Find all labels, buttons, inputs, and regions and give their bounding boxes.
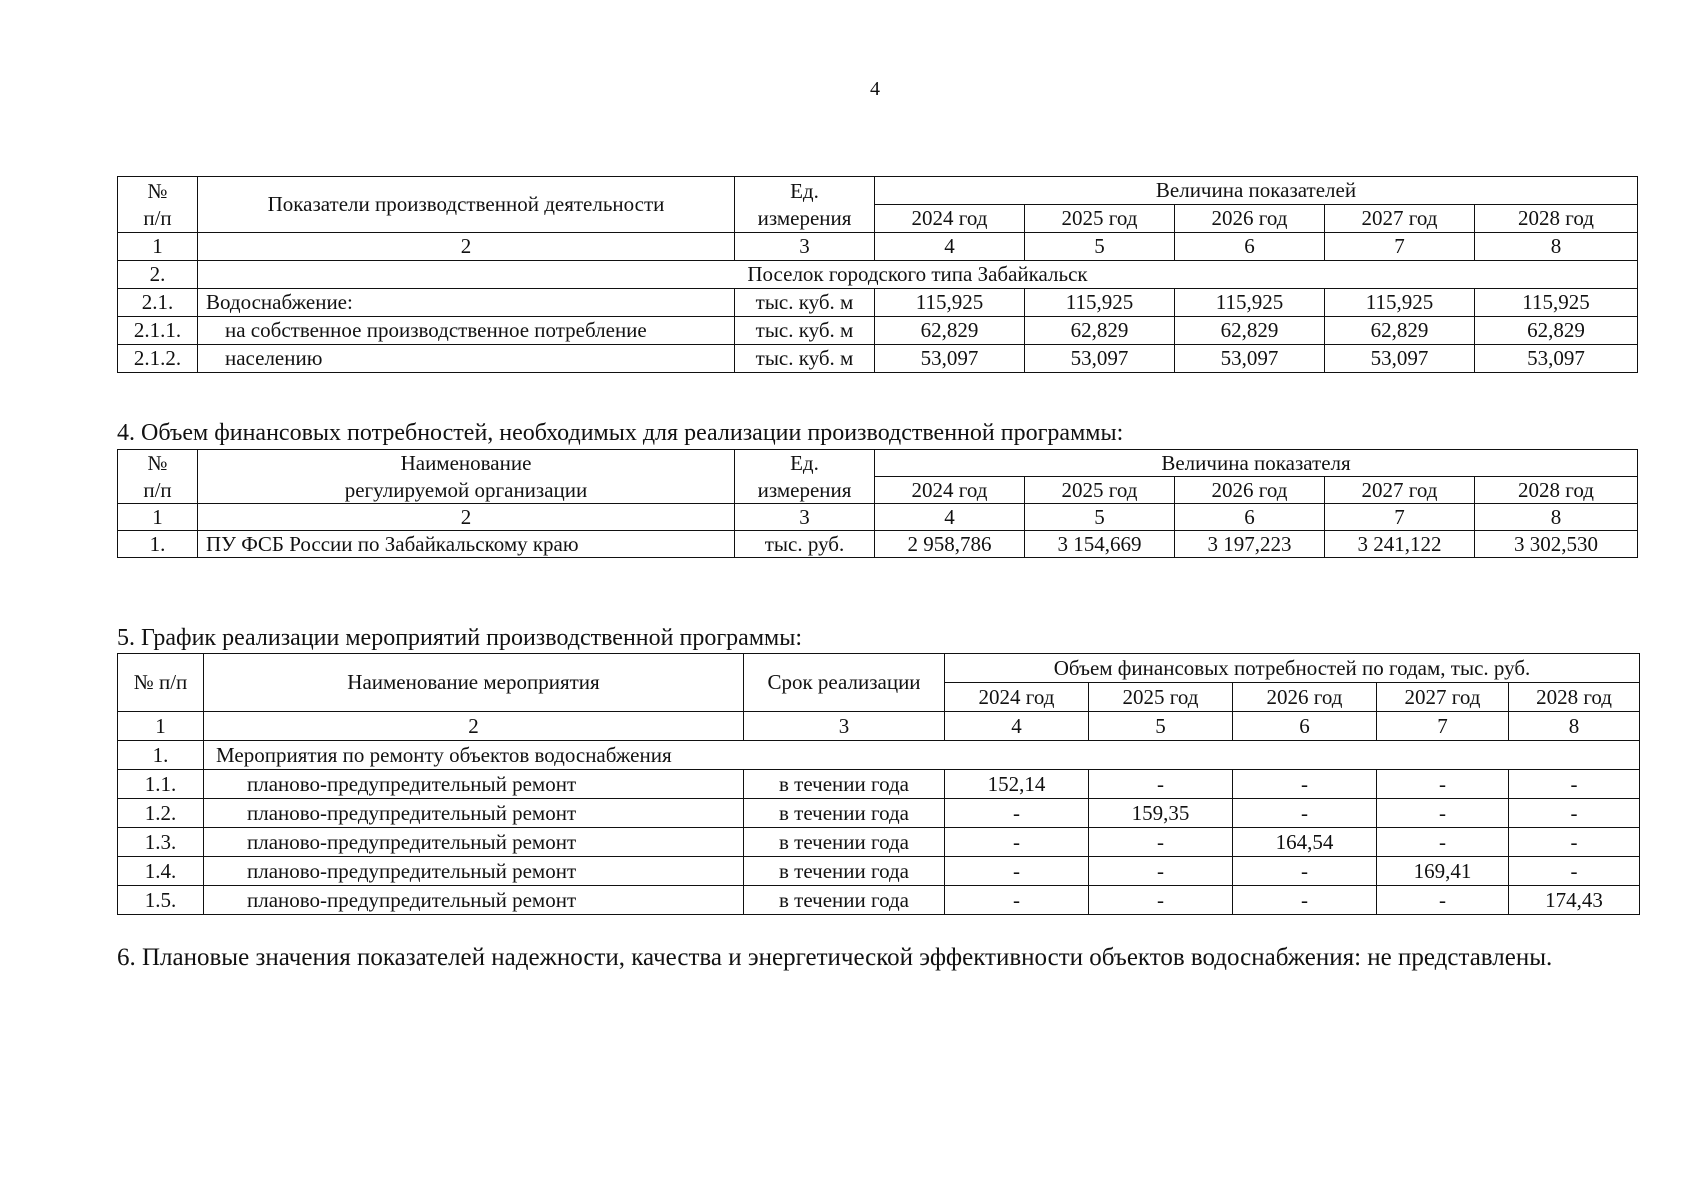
- column-number: 3: [744, 712, 945, 741]
- column-number: 6: [1233, 712, 1377, 741]
- column-number: 5: [1089, 712, 1233, 741]
- row-value: -: [1233, 770, 1377, 799]
- table-row: [118, 828, 1640, 857]
- row-value: 53,097: [1325, 345, 1475, 373]
- column-number-row: [118, 504, 1638, 531]
- row-value: 53,097: [875, 345, 1025, 373]
- column-number: 8: [1475, 504, 1638, 531]
- header-indicator: Показатели производственной деятельности: [198, 177, 735, 233]
- section-row: [118, 741, 1640, 770]
- header-values-group: Величина показателей: [875, 177, 1638, 205]
- row-num: 1.4.: [118, 857, 204, 886]
- column-number: 4: [945, 712, 1089, 741]
- row-value: 169,41: [1377, 857, 1509, 886]
- row-activity: планово-предупредительный ремонт: [204, 857, 744, 886]
- column-number: 7: [1377, 712, 1509, 741]
- column-number: 1: [118, 233, 198, 261]
- header-year: 2027 год: [1325, 477, 1475, 504]
- row-value: 53,097: [1175, 345, 1325, 373]
- header-year: 2028 год: [1475, 477, 1638, 504]
- row-value: 159,35: [1089, 799, 1233, 828]
- row-value: 62,829: [1175, 317, 1325, 345]
- row-unit: тыс. куб. м: [735, 289, 875, 317]
- row-value: 3 241,122: [1325, 531, 1475, 558]
- row-value: -: [945, 799, 1089, 828]
- header-num: № п/п: [118, 654, 204, 712]
- row-indicator: Водоснабжение:: [198, 289, 735, 317]
- table-row: [118, 289, 1638, 317]
- table-row: [118, 317, 1638, 345]
- row-value: -: [1233, 857, 1377, 886]
- column-number: 1: [118, 504, 198, 531]
- financial-needs-table: [117, 449, 1638, 558]
- header-year: 2024 год: [875, 477, 1025, 504]
- column-number: 7: [1325, 504, 1475, 531]
- section-5-heading: 5. График реализации мероприятий производственной программы:: [117, 625, 802, 651]
- row-value: 3 197,223: [1175, 531, 1325, 558]
- section-num: 2.: [118, 261, 198, 289]
- row-value: 62,829: [1025, 317, 1175, 345]
- header-values-group: Объем финансовых потребностей по годам, тыс. руб.: [945, 654, 1640, 683]
- header-year: 2024 год: [945, 683, 1089, 712]
- row-unit: тыс. куб. м: [735, 345, 875, 373]
- row-value: 115,925: [1025, 289, 1175, 317]
- row-value: -: [1509, 770, 1640, 799]
- row-term: в течении года: [744, 857, 945, 886]
- table-row: [118, 886, 1640, 915]
- row-num: 1.: [118, 531, 198, 558]
- table-row: [118, 345, 1638, 373]
- column-number: 2: [198, 504, 735, 531]
- column-number-row: [118, 233, 1638, 261]
- production-indicators-table: [117, 176, 1638, 373]
- row-num: 1.3.: [118, 828, 204, 857]
- row-unit: тыс. руб.: [735, 531, 875, 558]
- row-value: 62,829: [875, 317, 1025, 345]
- row-value: -: [1089, 770, 1233, 799]
- header-year: 2026 год: [1233, 683, 1377, 712]
- row-value: -: [945, 857, 1089, 886]
- section-label: Поселок городского типа Забайкальск: [198, 261, 1638, 289]
- row-value: -: [1509, 799, 1640, 828]
- row-value: 3 154,669: [1025, 531, 1175, 558]
- page-number: 4: [870, 78, 880, 100]
- row-value: -: [1089, 886, 1233, 915]
- column-number: 6: [1175, 233, 1325, 261]
- row-num: 2.1.: [118, 289, 198, 317]
- row-value: -: [945, 828, 1089, 857]
- row-organization: ПУ ФСБ России по Забайкальскому краю: [198, 531, 735, 558]
- row-value: -: [1377, 799, 1509, 828]
- row-num: 2.1.1.: [118, 317, 198, 345]
- row-value: -: [1089, 828, 1233, 857]
- header-organization: Наименование регулируемой организации: [198, 450, 735, 504]
- row-value: 152,14: [945, 770, 1089, 799]
- row-value: 115,925: [1325, 289, 1475, 317]
- row-value: 115,925: [875, 289, 1025, 317]
- column-number: 4: [875, 504, 1025, 531]
- column-number: 2: [198, 233, 735, 261]
- column-number: 1: [118, 712, 204, 741]
- row-value: 164,54: [1233, 828, 1377, 857]
- row-num: 1.1.: [118, 770, 204, 799]
- row-value: -: [1509, 857, 1640, 886]
- column-number: 2: [204, 712, 744, 741]
- column-number: 7: [1325, 233, 1475, 261]
- row-value: -: [945, 886, 1089, 915]
- header-values-group: Величина показателя: [875, 450, 1638, 477]
- row-num: 2.1.2.: [118, 345, 198, 373]
- column-number: 5: [1025, 504, 1175, 531]
- row-value: 115,925: [1175, 289, 1325, 317]
- section-row: [118, 261, 1638, 289]
- row-value: -: [1377, 828, 1509, 857]
- row-activity: планово-предупредительный ремонт: [204, 828, 744, 857]
- schedule-table: [117, 653, 1640, 915]
- row-value: 174,43: [1509, 886, 1640, 915]
- column-number: 6: [1175, 504, 1325, 531]
- header-year: 2027 год: [1325, 205, 1475, 233]
- header-year: 2026 год: [1175, 205, 1325, 233]
- column-number: 5: [1025, 233, 1175, 261]
- row-value: 53,097: [1025, 345, 1175, 373]
- section-6-paragraph: 6. Плановые значения показателей надежности, качества и энергетической эффективности объектов водоснабжения: не представлены.: [117, 944, 1553, 971]
- section-num: 1.: [118, 741, 204, 770]
- row-term: в течении года: [744, 828, 945, 857]
- header-year: 2024 год: [875, 205, 1025, 233]
- row-num: 1.2.: [118, 799, 204, 828]
- column-number-row: [118, 712, 1640, 741]
- row-indicator: на собственное производственное потребление: [198, 317, 735, 345]
- row-activity: планово-предупредительный ремонт: [204, 886, 744, 915]
- row-value: -: [1377, 886, 1509, 915]
- header-unit: Ед. измерения: [735, 177, 875, 233]
- row-value: 3 302,530: [1475, 531, 1638, 558]
- row-value: 115,925: [1475, 289, 1638, 317]
- row-value: -: [1509, 828, 1640, 857]
- table-row: [118, 770, 1640, 799]
- row-value: -: [1233, 799, 1377, 828]
- table-row: [118, 857, 1640, 886]
- column-number: 3: [735, 233, 875, 261]
- header-year: 2025 год: [1025, 477, 1175, 504]
- header-year: 2027 год: [1377, 683, 1509, 712]
- header-num: № п/п: [118, 450, 198, 504]
- row-activity: планово-предупредительный ремонт: [204, 770, 744, 799]
- header-year: 2026 год: [1175, 477, 1325, 504]
- row-indicator: населению: [198, 345, 735, 373]
- header-activity: Наименование мероприятия: [204, 654, 744, 712]
- row-num: 1.5.: [118, 886, 204, 915]
- column-number: 4: [875, 233, 1025, 261]
- table-row: [118, 799, 1640, 828]
- row-value: -: [1233, 886, 1377, 915]
- section-4-heading: 4. Объем финансовых потребностей, необходимых для реализации производственной программы:: [117, 420, 1124, 446]
- column-number: 8: [1509, 712, 1640, 741]
- row-value: 62,829: [1325, 317, 1475, 345]
- row-value: -: [1089, 857, 1233, 886]
- header-year: 2028 год: [1509, 683, 1640, 712]
- header-num: № п/п: [118, 177, 198, 233]
- row-unit: тыс. куб. м: [735, 317, 875, 345]
- row-term: в течении года: [744, 770, 945, 799]
- row-value: 53,097: [1475, 345, 1638, 373]
- column-number: 8: [1475, 233, 1638, 261]
- header-unit: Ед. измерения: [735, 450, 875, 504]
- column-number: 3: [735, 504, 875, 531]
- header-year: 2028 год: [1475, 205, 1638, 233]
- row-value: 2 958,786: [875, 531, 1025, 558]
- table-row: [118, 531, 1638, 558]
- section-label: Мероприятия по ремонту объектов водоснабжения: [204, 741, 1640, 770]
- header-year: 2025 год: [1025, 205, 1175, 233]
- row-value: -: [1377, 770, 1509, 799]
- row-value: 62,829: [1475, 317, 1638, 345]
- header-term: Срок реализации: [744, 654, 945, 712]
- header-year: 2025 год: [1089, 683, 1233, 712]
- row-term: в течении года: [744, 886, 945, 915]
- row-activity: планово-предупредительный ремонт: [204, 799, 744, 828]
- row-term: в течении года: [744, 799, 945, 828]
